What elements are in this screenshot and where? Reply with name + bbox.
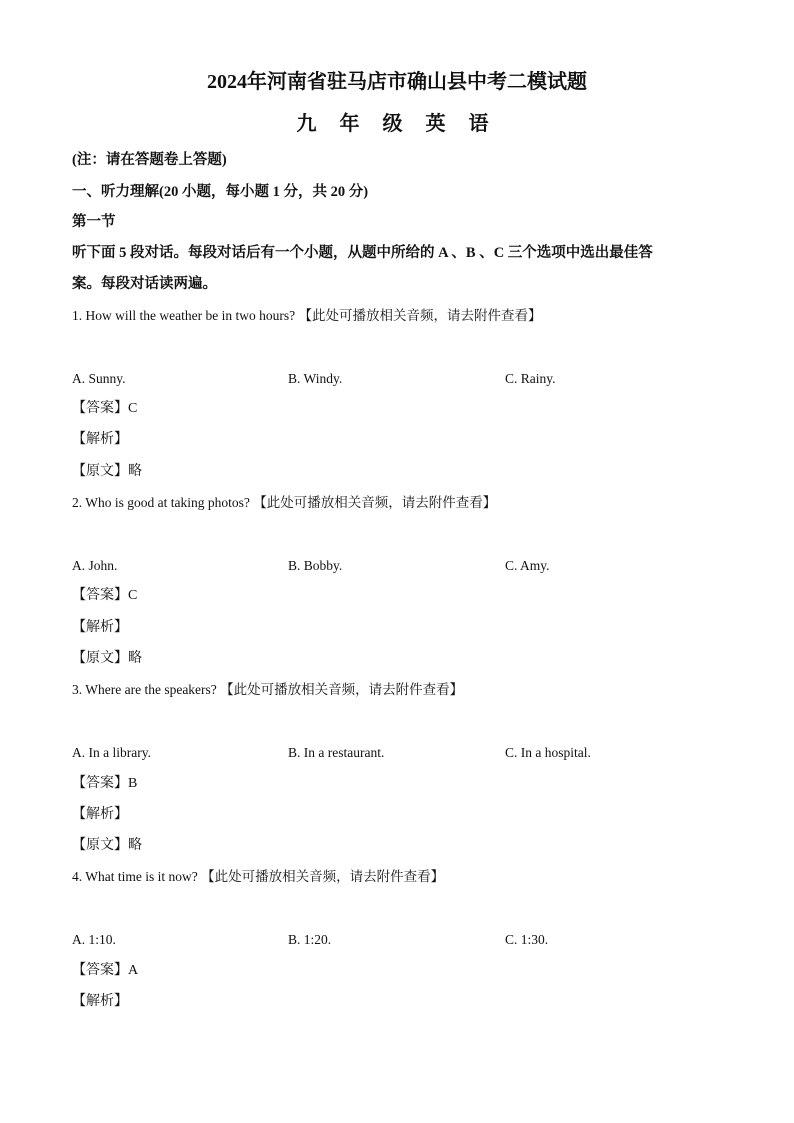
question-2-answer: 【答案】C bbox=[72, 588, 138, 603]
instructions-line-1: 听下面 5 段对话。每段对话后有一个小题，从题中所给的 A 、B 、C 三个选项中选出最佳答 bbox=[72, 245, 653, 261]
question-3-answer: 【答案】B bbox=[72, 776, 138, 791]
question-2-original: 【原文】略 bbox=[72, 651, 142, 666]
question-3-option-b: B. In a restaurant. bbox=[288, 745, 385, 760]
question-3-original: 【原文】略 bbox=[72, 838, 142, 853]
exam-title: 2024年河南省驻马店市确山县中考二模试题 bbox=[207, 71, 587, 93]
question-1-original: 【原文】略 bbox=[72, 464, 142, 479]
question-3-option-a: A. In a library. bbox=[72, 745, 151, 760]
question-1-option-b: B. Windy. bbox=[288, 371, 343, 386]
exam-subtitle: 九 年 级 英 语 bbox=[296, 113, 498, 135]
question-3-option-c: C. In a hospital. bbox=[505, 745, 591, 760]
question-2-analysis: 【解析】 bbox=[72, 620, 128, 635]
question-1-analysis: 【解析】 bbox=[72, 432, 128, 447]
question-2-option-c: C. Amy. bbox=[505, 558, 550, 573]
answer-note: (注：请在答题卷上答题) bbox=[72, 152, 227, 168]
question-2-text: 2. Who is good at taking photos? 【此处可播放相关音频，请去附件查看】 bbox=[72, 495, 497, 510]
question-2-option-b: B. Bobby. bbox=[288, 558, 343, 573]
question-4-option-b: B. 1:20. bbox=[288, 932, 332, 947]
question-3-analysis: 【解析】 bbox=[72, 807, 128, 822]
question-1-answer: 【答案】C bbox=[72, 401, 138, 416]
question-1-text: 1. How will the weather be in two hours? 【此处可播放相关音频，请去附件查看】 bbox=[72, 308, 542, 323]
question-1-option-a: A. Sunny. bbox=[72, 371, 126, 386]
question-3-text: 3. Where are the speakers? 【此处可播放相关音频，请去附件查看】 bbox=[72, 682, 464, 697]
question-4-analysis: 【解析】 bbox=[72, 994, 128, 1009]
question-1-option-c: C. Rainy. bbox=[505, 371, 556, 386]
question-4-text: 4. What time is it now? 【此处可播放相关音频，请去附件查看】 bbox=[72, 869, 445, 884]
section-heading: 一、听力理解(20 小题，每小题 1 分，共 20 分) bbox=[72, 184, 369, 200]
instructions-line-2: 案。每段对话读两遍。 bbox=[72, 276, 217, 292]
question-4-option-a: A. 1:10. bbox=[72, 932, 116, 947]
question-4-option-c: C. 1:30. bbox=[505, 932, 549, 947]
question-2-option-a: A. John. bbox=[72, 558, 118, 573]
part-heading: 第一节 bbox=[72, 214, 116, 230]
question-4-answer: 【答案】A bbox=[72, 963, 139, 978]
